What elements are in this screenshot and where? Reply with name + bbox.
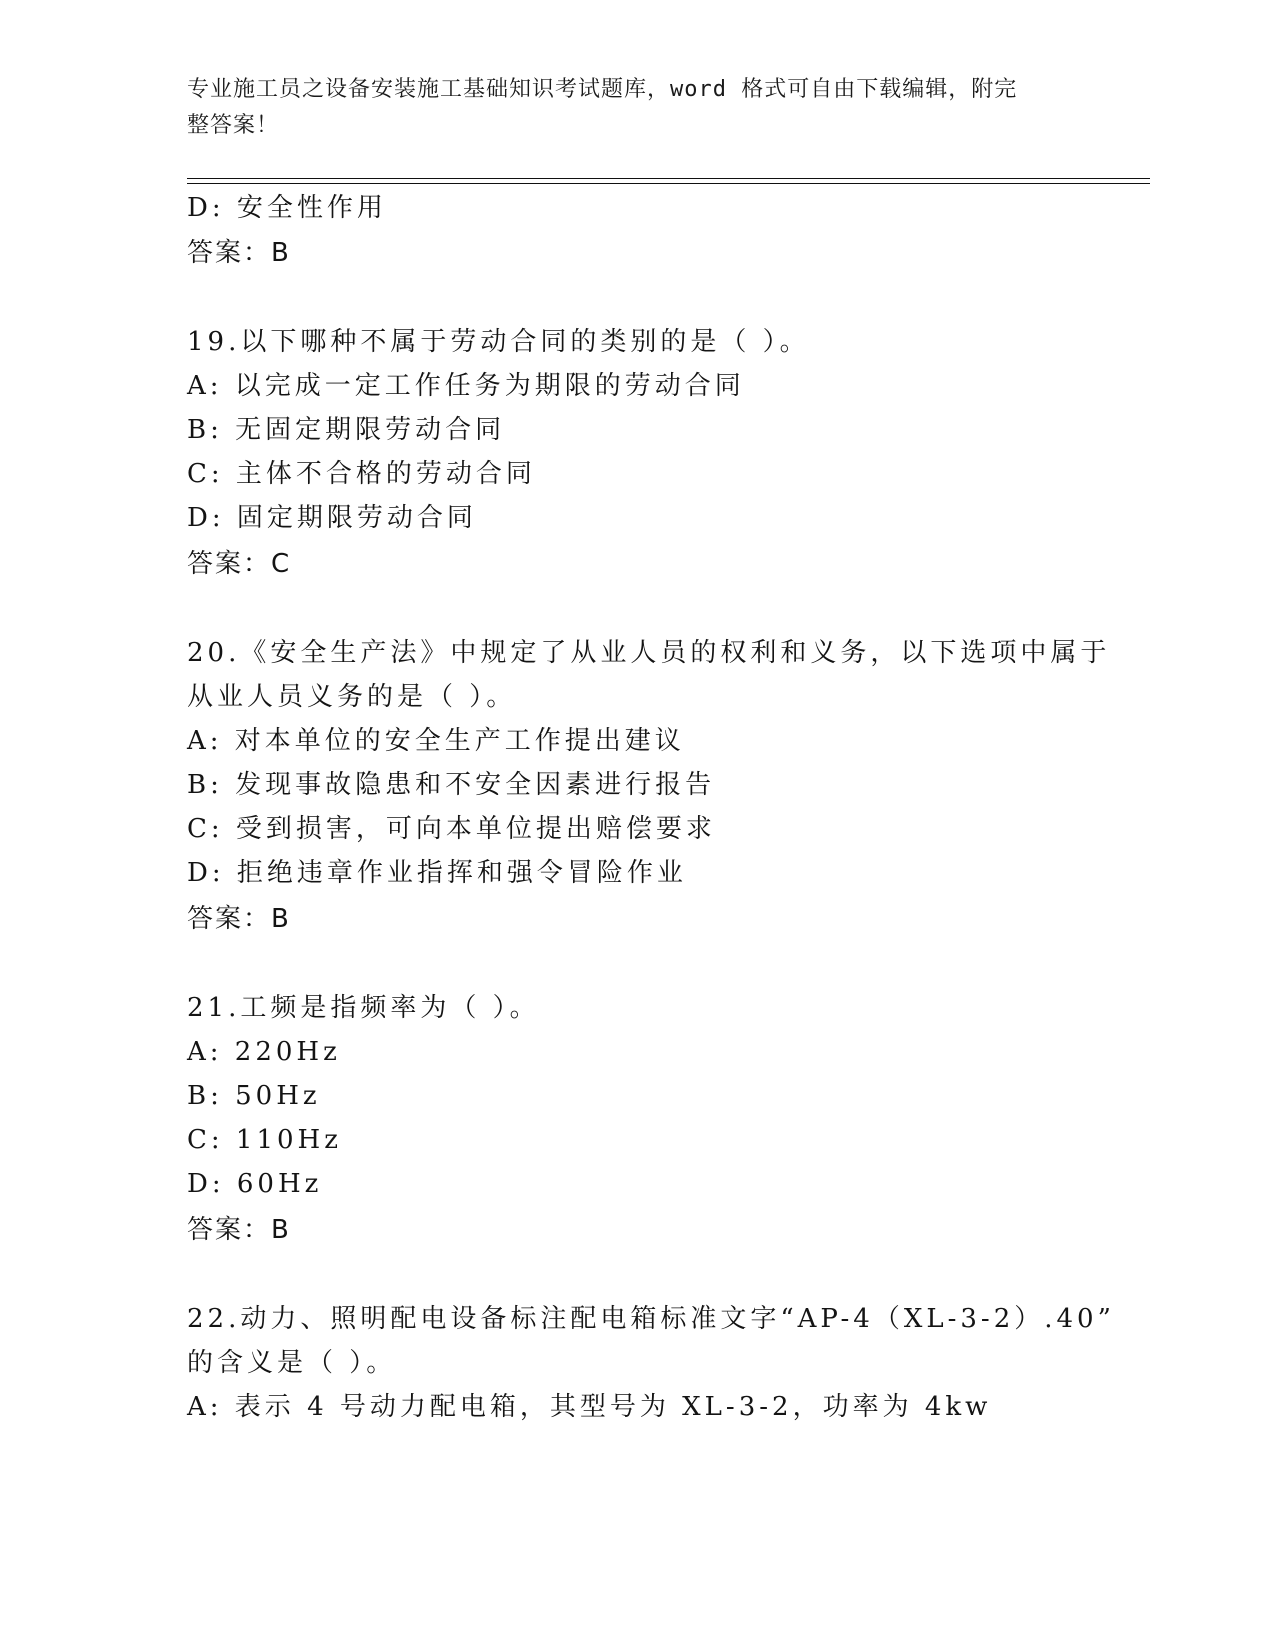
header-divider-bottom	[187, 183, 1150, 184]
q22-stem-line-2: 的含义是（ ）。	[187, 1348, 397, 1378]
header-line-1: 专业施工员之设备安装施工基础知识考试题库，word 格式可自由下载编辑，附完	[187, 77, 1018, 102]
q20-option-c: C: 受到损害，可向本单位提出赔偿要求	[187, 814, 716, 844]
q20-option-b: B: 发现事故隐患和不安全因素进行报告	[187, 770, 716, 800]
q22-stem-line-1: 22.动力、照明配电设备标注配电箱标准文字“AP-4（XL-3-2）.40”	[187, 1304, 1115, 1334]
q20-option-a: A: 对本单位的安全生产工作提出建议	[187, 726, 685, 756]
q19-option-d: D: 固定期限劳动合同	[187, 503, 477, 533]
q21-option-a: A: 220Hz	[187, 1037, 341, 1067]
q21-answer: 答案：B	[187, 1215, 291, 1245]
q19-answer: 答案：C	[187, 549, 292, 579]
document-header	[187, 72, 1067, 144]
q20-answer: 答案：B	[187, 904, 291, 934]
prev-answer: 答案：B	[187, 238, 291, 268]
prev-option-d: D: 安全性作用	[187, 193, 387, 223]
q21-option-d: D: 60Hz	[187, 1169, 323, 1199]
q19-option-b: B: 无固定期限劳动合同	[187, 415, 506, 445]
q21-option-c: C: 110Hz	[187, 1125, 342, 1155]
header-divider-top	[187, 178, 1150, 179]
q21-stem: 21.工频是指频率为（ ）。	[187, 993, 540, 1023]
q19-option-c: C: 主体不合格的劳动合同	[187, 459, 536, 489]
q20-option-d: D: 拒绝违章作业指挥和强令冒险作业	[187, 858, 687, 888]
q19-option-a: A: 以完成一定工作任务为期限的劳动合同	[187, 371, 745, 401]
q21-option-b: B: 50Hz	[187, 1081, 321, 1111]
q22-option-a: A: 表示 4 号动力配电箱，其型号为 XL-3-2，功率为 4kw	[187, 1392, 992, 1422]
q19-stem: 19.以下哪种不属于劳动合同的类别的是（ ）。	[187, 327, 810, 357]
q20-stem-line-2: 从业人员义务的是（ ）。	[187, 682, 517, 712]
header-line-2: 整答案！	[187, 113, 280, 138]
q20-stem-line-1: 20.《安全生产法》中规定了从业人员的权利和义务，以下选项中属于	[187, 638, 1111, 668]
